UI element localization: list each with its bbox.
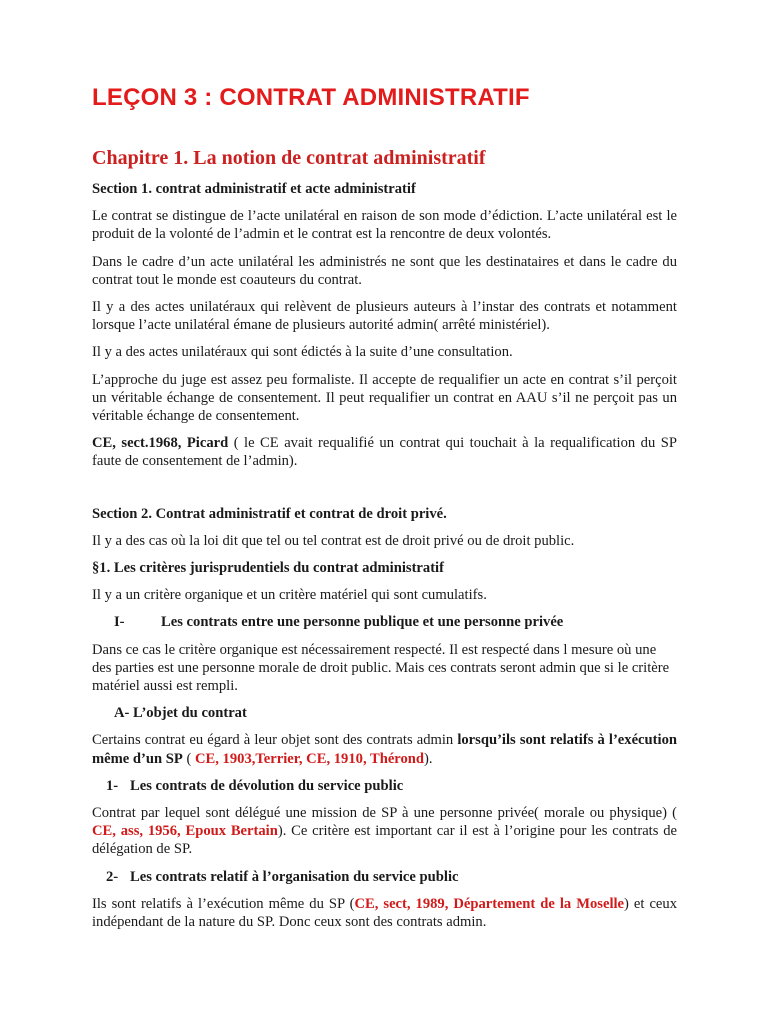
- subsection-heading: §1. Les critères jurisprudentiels du contrat administratif: [92, 560, 444, 577]
- section2-heading: Section 2. Contrat administratif et contrat de droit privé.: [92, 505, 447, 522]
- paragraph-organisation: [92, 895, 677, 931]
- heading-text: Les contrats relatif à l’organisation du service public: [130, 868, 459, 885]
- paragraph-text: ).: [424, 750, 433, 767]
- heading-text: Les contrats de dévolution du service public: [130, 777, 404, 794]
- case-reference: CE, 1903,Terrier, CE, 1910, Thérond: [194, 750, 425, 767]
- lesson-title: LEÇON 3 : CONTRAT ADMINISTRATIF: [92, 84, 530, 111]
- paragraph: Le contrat se distingue de l’acte unilatéral en raison de son mode d’édiction. L’acte unilatéral est le produit de la volonté de l’admin et le contrat est la rencontre de deux volontés.: [92, 208, 677, 243]
- paragraph: Dans le cadre d’un acte unilatéral les administrés ne sont que les destinataires et dans le cadre du contrat tout le monde est coauteurs du contrat.: [92, 253, 677, 288]
- paragraph-picard: [92, 434, 677, 470]
- paragraph: Dans ce cas le critère organique est nécessairement respecté. Il est respecté dans l mesure où une des parties est une personne morale de droit public. Mais ces contrats seront admin que si le critère matériel aussi est rempli.: [92, 641, 670, 695]
- paragraph-text: Ils sont relatifs à l’exécution même du SP (: [92, 895, 355, 912]
- paragraph: L’approche du juge est assez peu formaliste. Il accepte de requalifier un acte en contrat s’il perçoit un véritable échange de consentement. Il peut requalifier un contrat en AAU s’il ne perçoit pas un véritable échange de consentement.: [92, 371, 677, 425]
- case-reference: CE, sect.1968, Picard: [92, 435, 229, 452]
- paragraph-objet: [92, 731, 677, 767]
- subheading-a: A- L’objet du contrat: [114, 705, 247, 722]
- document-body: [92, 180, 677, 940]
- case-reference: CE, sect, 1989, Département de la Moselle: [354, 895, 625, 912]
- paragraph: Il y a des actes unilatéraux qui relèvent de plusieurs auteurs à l’instar des contrats et notamment lorsque l’acte unilatéral émane de plusieurs autorité admin( arrêté ministériel).: [92, 299, 677, 334]
- paragraph: Il y a des cas où la loi dit que tel ou tel contrat est de droit privé ou de droit public.: [92, 532, 575, 549]
- bold-text: lorsqu’ils sont relatifs à l’exécution même d’un SP: [92, 732, 677, 767]
- roman-heading-text: Les contrats entre une personne publique et une personne privée: [161, 614, 564, 631]
- chapter-title: Chapitre 1. La notion de contrat administratif: [92, 147, 486, 169]
- paragraph-text: Certains contrat eu égard à leur objet sont des contrats admin: [92, 732, 458, 749]
- numbered-heading-2: [92, 868, 677, 886]
- case-reference: CE, ass, 1956, Epoux Bertain: [92, 823, 278, 840]
- paragraph-text: Contrat par lequel sont délégué une mission de SP à une personne privée( morale ou physique) (: [92, 805, 677, 822]
- paragraph-devolution: [92, 804, 677, 859]
- paragraph: Il y a un critère organique et un critère matériel qui sont cumulatifs.: [92, 587, 487, 604]
- paragraph-text: ( le CE avait requalifié un contrat qui touchait à la requalification du SP faute de consentement de l’admin).: [92, 435, 677, 470]
- heading-number: 1-: [106, 777, 119, 794]
- paragraph-text: (: [182, 750, 195, 767]
- paragraph: Il y a des actes unilatéraux qui sont édictés à la suite d’une consultation.: [92, 344, 513, 361]
- section1-heading: Section 1. contrat administratif et acte administratif: [92, 181, 416, 197]
- roman-heading: [92, 613, 677, 631]
- heading-number: 2-: [106, 868, 119, 885]
- roman-numeral: I-: [114, 614, 125, 631]
- paragraph-text: ). Ce critère est important car il est à l’origine pour les contrats de délégation de SP.: [92, 823, 677, 858]
- numbered-heading-1: [92, 777, 677, 795]
- paragraph-text: ) et ceux indépendant de la nature du SP. Donc ceux sont des contrats admin.: [92, 895, 677, 931]
